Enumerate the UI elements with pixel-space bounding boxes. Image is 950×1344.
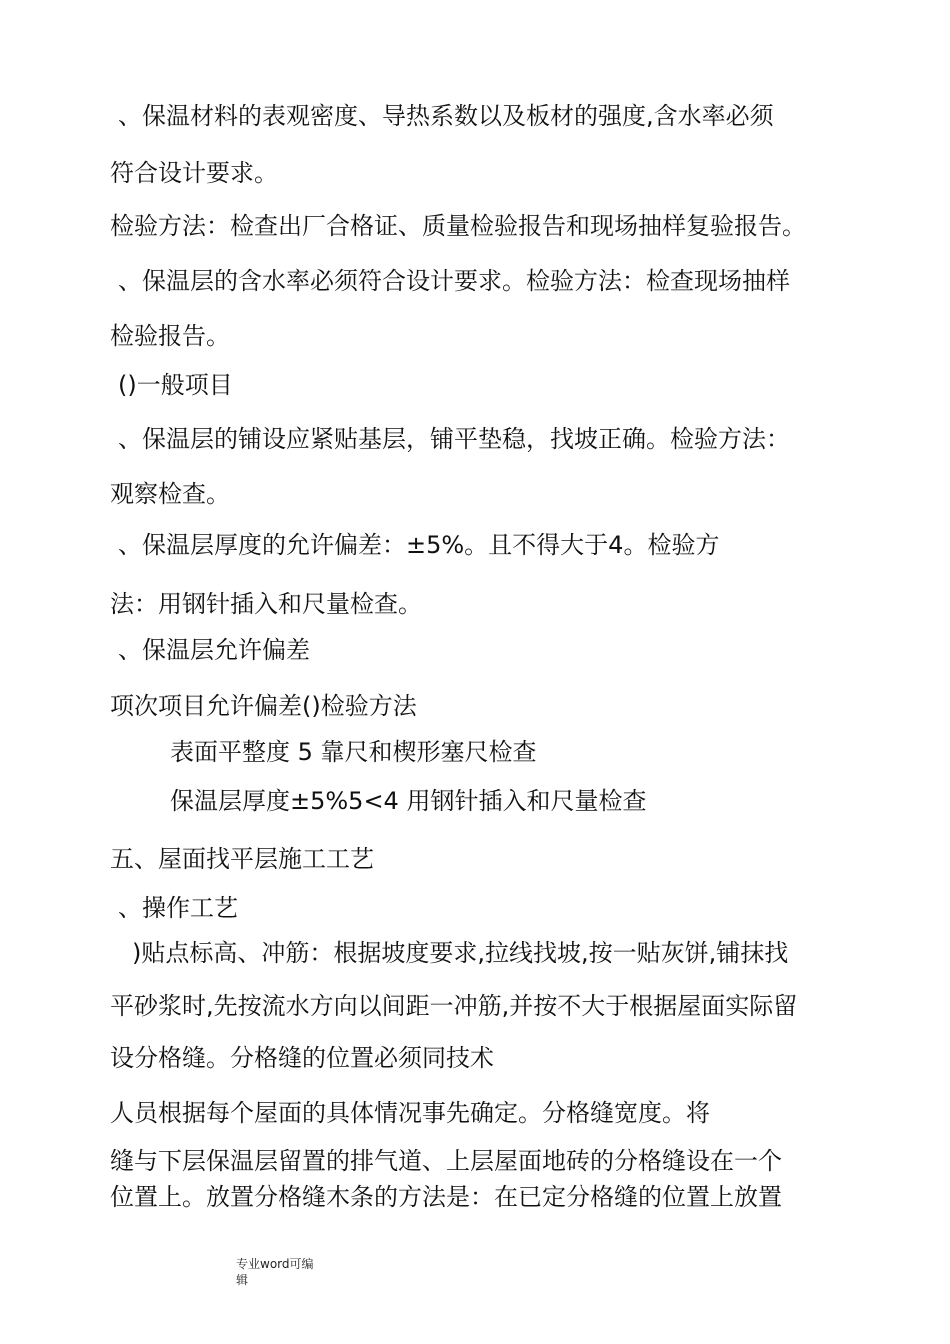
subsection-heading: 、操作工艺 [118, 894, 238, 922]
table-header-line: 项次项目允许偏差()检验方法 [110, 692, 417, 720]
table-row-line: 表面平整度 5 靠尺和楔形塞尺检查 [170, 738, 537, 766]
paragraph-line: 、保温层的含水率必须符合设计要求。检验方法：检查现场抽样 [118, 267, 790, 295]
paragraph-line: 观察检查。 [110, 480, 230, 508]
paragraph-line: 法：用钢针插入和尺量检查。 [110, 590, 422, 618]
paragraph-line: 检验报告。 [110, 322, 230, 350]
paragraph-line: 人员根据每个屋面的具体情况事先确定。分格缝宽度。将 [110, 1099, 710, 1127]
paragraph-line: 符合设计要求。 [110, 159, 278, 187]
paragraph-line: 平砂浆时,先按流水方向以间距一冲筋,并按不大于根据屋面实际留 [110, 992, 798, 1020]
paragraph-line: 检验方法：检查出厂合格证、质量检验报告和现场抽样复验报告。 [110, 212, 806, 240]
section-heading: 五、屋面找平层施工工艺 [110, 845, 374, 873]
footer-note: 专业word可编 [236, 1257, 314, 1271]
paragraph-line: 、保温层允许偏差 [118, 636, 310, 664]
paragraph-line: 、保温材料的表观密度、导热系数以及板材的强度,含水率必须 [118, 102, 774, 130]
paragraph-line: )贴点标高、冲筋：根据坡度要求,拉线找坡,按一贴灰饼,铺抹找 [132, 939, 789, 967]
paragraph-line: 、保温层厚度的允许偏差：±5%。且不得大于4。检验方 [118, 531, 720, 559]
footer-note: 辑 [236, 1273, 249, 1287]
paragraph-line: 设分格缝。分格缝的位置必须同技术 [110, 1044, 494, 1072]
table-row-line: 保温层厚度±5%5<4 用钢针插入和尺量检查 [170, 787, 647, 815]
paragraph-line: 缝与下层保温层留置的排气道、上层屋面地砖的分格缝设在一个 [110, 1147, 782, 1175]
section-heading: ()一般项目 [118, 371, 233, 399]
paragraph-line: 位置上。放置分格缝木条的方法是：在已定分格缝的位置上放置 [110, 1183, 782, 1211]
paragraph-line: 、保温层的铺设应紧贴基层，铺平垫稳，找坡正确。检验方法： [118, 425, 790, 453]
